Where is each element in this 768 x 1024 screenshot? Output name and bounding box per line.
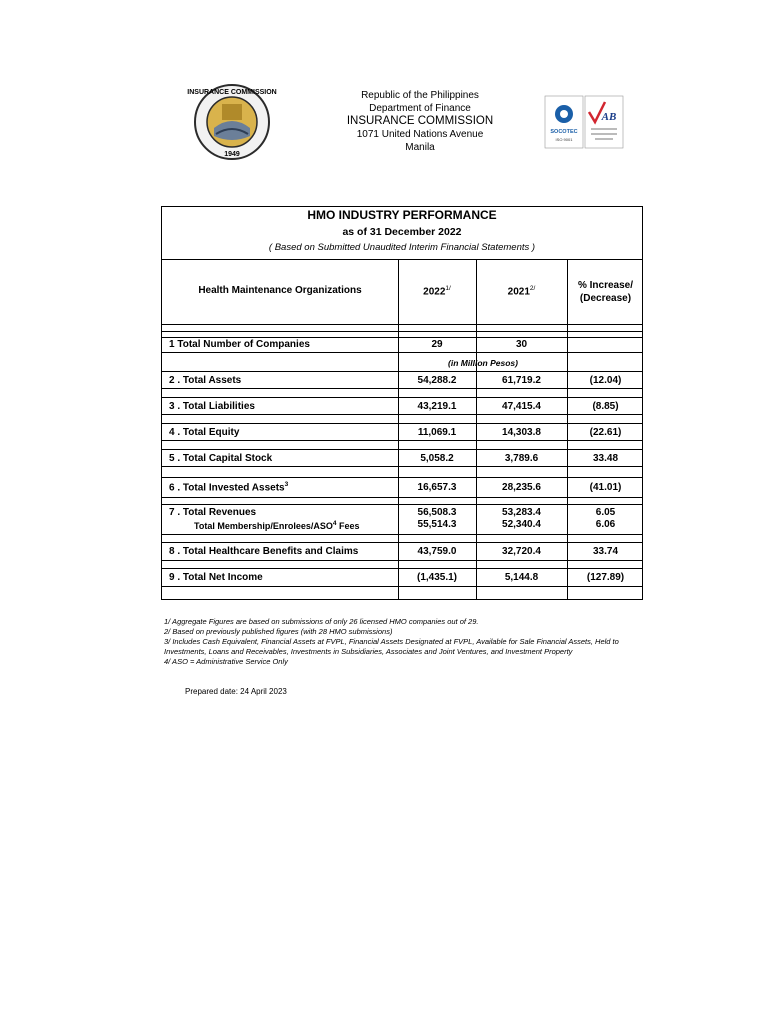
svg-text:SOCOTEC: SOCOTEC (550, 129, 578, 135)
divider (162, 259, 642, 260)
hmo-performance-table (161, 206, 643, 600)
cell-2021: 32,720.4 (502, 546, 541, 557)
cell-2021: 3,789.6 (504, 453, 539, 464)
divider (162, 497, 642, 498)
cell-pct: (41.01) (589, 482, 622, 493)
divider (162, 542, 642, 543)
cell-2022: 43,219.1 (417, 401, 457, 412)
divider (162, 331, 642, 332)
divider (162, 397, 642, 398)
unit-note: (in Million Pesos) (448, 358, 518, 368)
svg-text:ISO 9001: ISO 9001 (555, 137, 573, 142)
cell-2022: 54,288.2 (417, 375, 457, 386)
column-header-pct-change: % Increase/ (Decrease) (577, 280, 634, 304)
table-as-of-date: as of 31 December 2022 (342, 226, 462, 238)
cell-2022: 43,759.0 (417, 546, 457, 557)
cell-2022: 16,657.3 (417, 482, 457, 493)
cell-pct: (8.85) (592, 401, 619, 412)
divider (162, 534, 642, 535)
row-label-sub: Total Membership/Enrolees/ASO$^4$ Fees (194, 520, 360, 531)
cell-pct: 6.06 (595, 519, 616, 530)
cell-pct: (22.61) (589, 427, 622, 438)
divider (162, 414, 642, 415)
footnote-1: 1/ Aggregate Figures are based on submissions of only 26 licensed HMO companies out of 29. (164, 617, 479, 626)
svg-text:AB: AB (601, 111, 617, 123)
cell-2022: 56,508.3 (417, 507, 457, 518)
divider (162, 324, 642, 325)
cell-pct: 33.48 (592, 453, 619, 464)
footnote-2: 2/ Based on previously published figures (with 28 HMO submissions) (164, 627, 393, 636)
svg-text:1949: 1949 (224, 151, 240, 158)
cell-2021: 30 (515, 339, 528, 350)
footnote-3-cont: Investments, Loans and Receivables, Investments in Subsidiaries, Associates and Joint Ventures, and Investment Property (164, 647, 573, 656)
header-republic: Republic of the Philippines (361, 90, 479, 101)
divider (162, 388, 642, 389)
divider (162, 477, 642, 478)
cell-2021: 61,719.2 (502, 375, 541, 386)
divider (162, 466, 642, 467)
header-city: Manila (405, 142, 435, 153)
divider (162, 352, 642, 353)
cell-2021: 52,340.4 (502, 519, 541, 530)
row-label: 7 . Total Revenues (169, 507, 257, 518)
cell-2021: 28,235.6 (502, 482, 541, 493)
row-label: 4 . Total Equity (169, 427, 240, 438)
svg-text:INSURANCE COMMISSION: INSURANCE COMMISSION (187, 89, 277, 96)
divider (162, 371, 642, 372)
header-address: 1071 United Nations Avenue (356, 129, 484, 140)
cell-2022: 29 (431, 339, 443, 350)
divider (162, 586, 642, 587)
divider (162, 337, 642, 338)
agency-header (300, 89, 540, 154)
divider (162, 504, 642, 505)
cell-pct: 33.74 (592, 546, 619, 557)
table-basis-note: ( Based on Submitted Unaudited Interim Financial Statements ) (268, 242, 536, 253)
cell-pct: 6.05 (595, 507, 616, 518)
row-label: 3 . Total Liabilities (169, 401, 255, 412)
footnote-4: 4/ ASO = Administrative Service Only (164, 657, 288, 666)
table-title: HMO INDUSTRY PERFORMANCE (307, 208, 497, 222)
divider (162, 568, 642, 569)
footnotes (164, 617, 644, 667)
row-label: 5 . Total Capital Stock (169, 453, 273, 464)
header-agency-name: INSURANCE COMMISSION (346, 115, 494, 127)
column-header-2021: $2021^{2/}$ (507, 285, 536, 298)
insurance-commission-seal (187, 84, 277, 160)
certification-logos (545, 96, 623, 148)
cell-2021: 14,303.8 (502, 427, 541, 438)
cell-2021: 53,283.4 (502, 507, 541, 518)
cell-pct: (127.89) (586, 572, 625, 583)
divider (162, 440, 642, 441)
divider (162, 423, 642, 424)
cell-2022: 11,069.1 (417, 427, 457, 438)
column-header-2022: $2022^{1/}$ (423, 285, 451, 298)
row-label: 6 . Total Invested Assets$^3$ (169, 481, 289, 494)
cell-2022: (1,435.1) (416, 572, 458, 583)
row-label: 1 Total Number of Companies (169, 339, 310, 350)
cell-2021: 47,415.4 (502, 401, 541, 412)
cell-2021: 5,144.8 (504, 572, 539, 583)
divider (162, 560, 642, 561)
cell-pct: (12.04) (589, 375, 622, 386)
row-label: 8 . Total Healthcare Benefits and Claims (169, 546, 359, 557)
prepared-date: Prepared date: 24 April 2023 (185, 687, 287, 696)
header-department: Department of Finance (369, 103, 471, 114)
row-label: 9 . Total Net Income (169, 572, 263, 583)
footnote-3: 3/ Includes Cash Equivalent, Financial Assets at FVPL, Financial Assets Designated at FVPL, Available for Sale Financial Assets, Held to (164, 637, 619, 646)
divider (162, 449, 642, 450)
row-label: 2 . Total Assets (169, 375, 242, 386)
cell-2022: 55,514.3 (417, 519, 457, 530)
cell-2022: 5,058.2 (420, 453, 454, 464)
column-header-label: Health Maintenance Organizations (198, 285, 362, 296)
